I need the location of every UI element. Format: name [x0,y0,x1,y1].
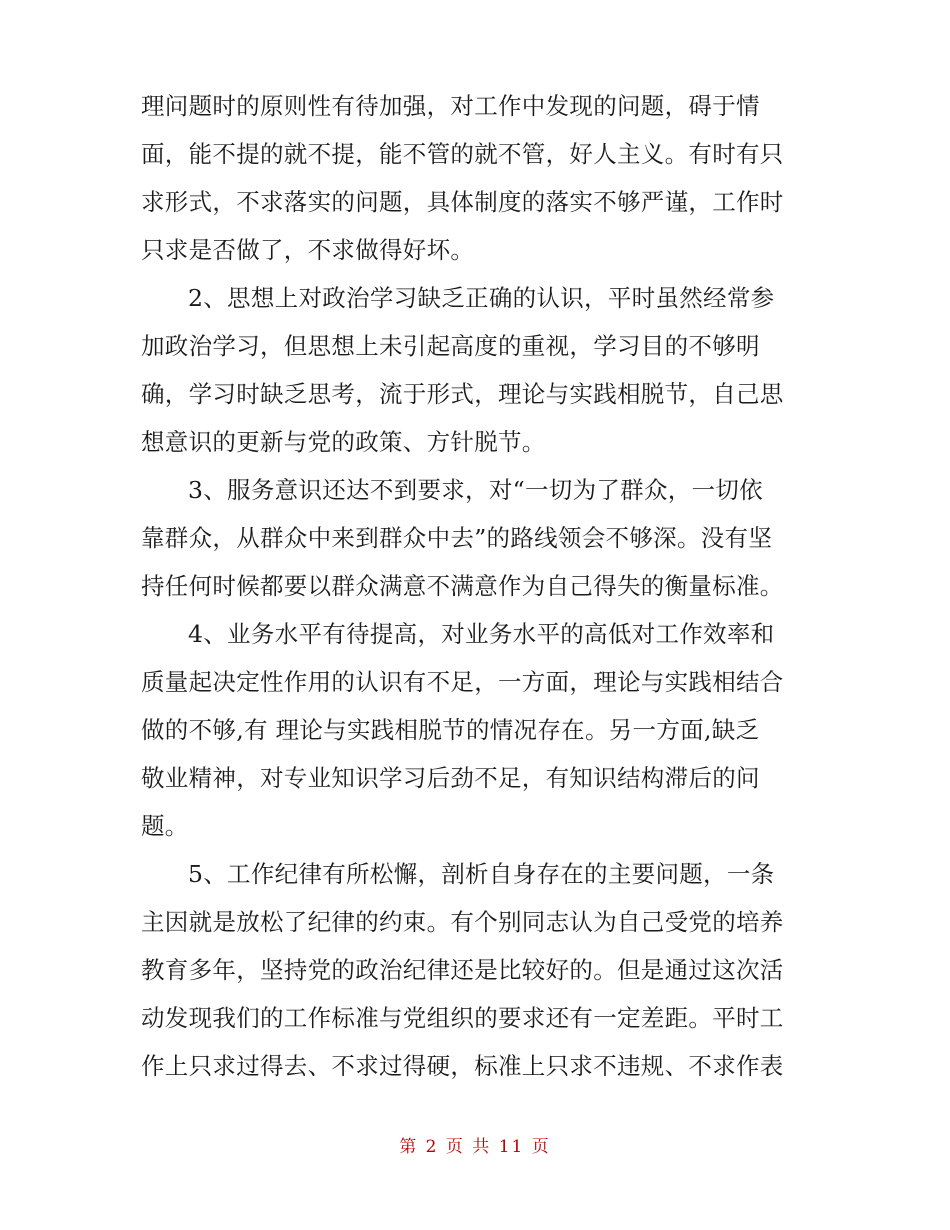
text-line: 只求是否做了，不求做得好坏。 [141,236,475,264]
text-line: 4、业务水平有待提高，对业务水平的高低对工作效率和 [188,620,775,648]
text-line: 理问题时的原则性有待加强，对工作中发现的问题，碍于情 [141,92,760,120]
text-line: 靠群众，从群众中来到群众中去”的路线领会不够深。没有坚 [141,524,773,552]
page-footer: 第 2 页 共 11 页 [399,1137,551,1157]
text-line: 想意识的更新与党的政策、方针脱节。 [141,428,546,456]
body-text [141,82,813,1090]
text-line: 确，学习时缺乏思考，流于形式，理论与实践相脱节，自己思 [141,380,784,408]
text-line: 加政治学习，但思想上未引起高度的重视，学习目的不够明 [141,332,760,360]
text-line: 5、工作纪律有所松懈，剖析自身存在的主要问题，一条 [188,860,775,888]
text-line: 3、服务意识还达不到要求，对“一切为了群众，一切依 [188,476,763,504]
text-line: 敬业精神，对专业知识学习后劲不足，有知识结构滞后的问 [141,764,760,792]
text-line: 2、思想上对政治学习缺乏正确的认识，平时虽然经常参 [188,284,775,312]
text-line: 质量起决定性作用的认识有不足，一方面，理论与实践相结合 [141,668,784,696]
text-line: 持任何时候都要以群众满意不满意作为自己得失的衡量标准。 [141,572,784,600]
text-line: 作上只求过得去、不求过得硬，标准上只求不违规、不求作表 [141,1052,784,1080]
text-line: 教育多年，坚持党的政治纪律还是比较好的。但是通过这次活 [141,956,784,984]
text-line: 动发现我们的工作标准与党组织的要求还有一定差距。平时工 [141,1004,784,1032]
text-line: 题。 [141,812,189,840]
text-line: 做的不够,有 理论与实践相脱节的情况存在。另一方面,缺乏 [141,716,760,744]
text-line: 主因就是放松了纪律的约束。有个别同志认为自己受党的培养 [141,908,784,936]
text-line: 求形式，不求落实的问题，具体制度的落实不够严谨，工作时 [141,188,784,216]
text-line: 面，能不提的就不提，能不管的就不管，好人主义。有时有只 [141,140,784,168]
